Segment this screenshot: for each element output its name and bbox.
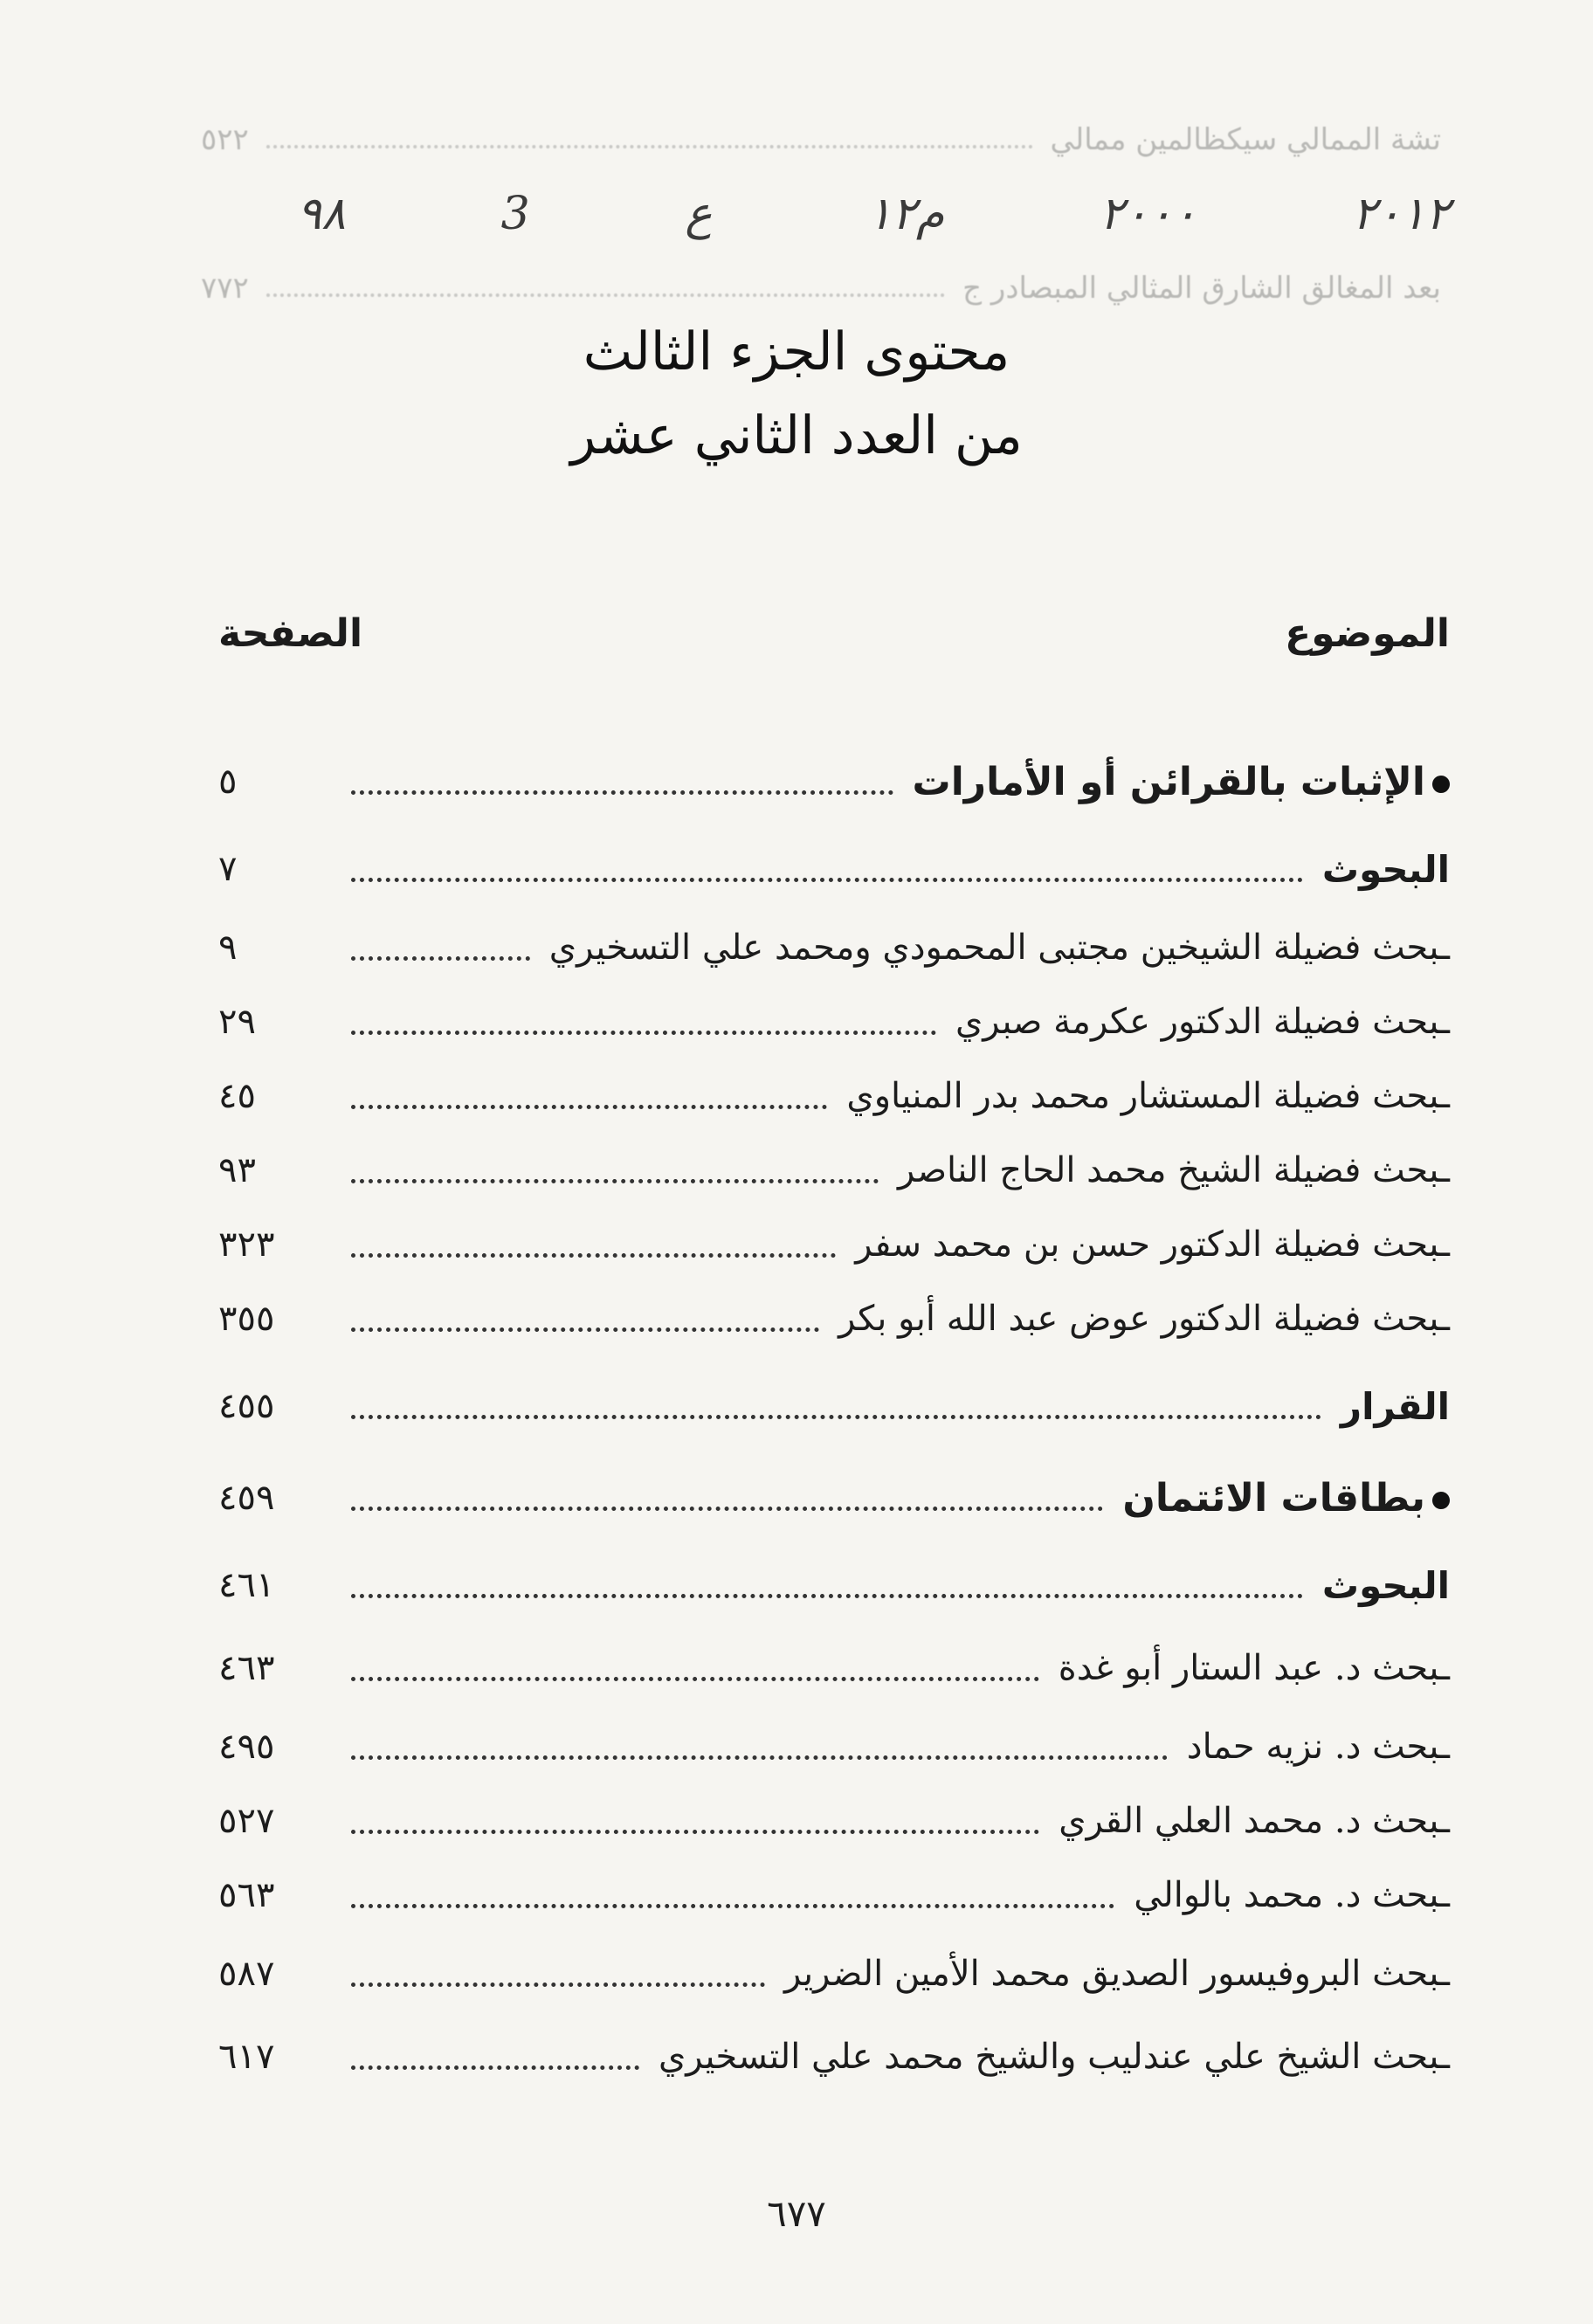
handwritten-item: ٩٨: [297, 188, 346, 240]
dot-leader: [351, 1415, 1321, 1419]
bleed-leader: [266, 122, 1033, 148]
bleed-line-2: [201, 271, 1441, 306]
toc-entry: [218, 1790, 1450, 1852]
bleed-page: ٧٧٢: [201, 271, 249, 306]
column-headers: [218, 611, 1450, 656]
dot-leader: [351, 1328, 819, 1332]
dot-leader: [351, 1507, 1103, 1511]
toc-page-number: ٩: [218, 928, 238, 968]
toc-label-text: البحوث: [1321, 1563, 1450, 1607]
handwritten-item: ٢٠١٢: [1352, 188, 1450, 240]
toc-subhead: [218, 1555, 1450, 1616]
handwritten-item: ع: [685, 188, 713, 240]
toc-label: [955, 1002, 1450, 1042]
toc-page-number: ٧: [218, 849, 238, 889]
toc-label-text: ـبحث د. محمد بالوالي: [1134, 1875, 1450, 1915]
toc-section: [218, 751, 1450, 812]
dot-leader: [351, 1830, 1039, 1834]
toc-label: [1059, 1648, 1450, 1688]
toc-entry: [218, 1638, 1450, 1699]
dot-leader: [351, 1031, 936, 1035]
toc-label: [784, 1954, 1450, 1994]
toc-page-number: ٣٢٣: [218, 1224, 275, 1265]
toc-label-text: الإثبات بالقرائن أو الأمارات: [912, 759, 1425, 804]
toc-entry: [218, 991, 1450, 1052]
handwritten-item: 3: [500, 188, 530, 240]
dot-leader: [351, 878, 1303, 882]
toc-label: [855, 1224, 1450, 1265]
toc-entry: [218, 1288, 1450, 1349]
toc-page-number: ٤٦٣: [218, 1648, 275, 1688]
toc-page-number: ٥٦٣: [218, 1875, 275, 1915]
handwritten-note: [297, 188, 1450, 240]
toc-page-number: ٤٥٥: [218, 1386, 275, 1426]
toc-page-number: ٥: [218, 762, 238, 802]
toc-label-text: ـبحث د. محمد العلي القري: [1059, 1801, 1450, 1841]
toc-label-text: ـبحث فضيلة الدكتور عوض عبد الله أبو بكر: [838, 1299, 1450, 1339]
toc-entry: [218, 1716, 1450, 1777]
bleed-text: بعد المغالق الشارق المثالي المبصادر ج: [962, 271, 1441, 306]
toc-entry: [218, 1214, 1450, 1275]
toc-label-text: ـبحث الشيخ علي عندليب والشيخ محمد علي التسخيري: [658, 2037, 1450, 2077]
bleed-leader: [266, 271, 945, 297]
handwritten-item: م١٢: [867, 188, 945, 240]
dot-leader: [351, 1755, 1168, 1760]
toc-label-text: ـبحث د. نزيه حماد: [1186, 1727, 1450, 1767]
toc-label-text: البحوث: [1321, 847, 1450, 891]
toc-page-number: ٤٥: [218, 1076, 256, 1116]
dot-leader: [351, 1105, 827, 1109]
toc-label-text: ـبحث فضيلة الشيخ محمد الحاج الناصر: [898, 1150, 1450, 1190]
toc-entry: [218, 1865, 1450, 1926]
toc-label: [1322, 848, 1450, 891]
toc-section: [218, 1467, 1450, 1528]
toc-label: [549, 928, 1450, 968]
toc-label: [1122, 1476, 1450, 1521]
bleed-text: تشة الممالي سيكظالمين ممالي: [1050, 122, 1441, 157]
toc-label-text: ـبحث د. عبد الستار أبو غدة: [1058, 1648, 1450, 1688]
bleed-line-1: [201, 122, 1441, 157]
toc-page-number: ٤٥٩: [218, 1478, 275, 1518]
dot-leader: [351, 1179, 879, 1183]
dot-leader: [351, 1594, 1303, 1598]
page-column-header: الصفحة: [218, 611, 363, 656]
toc-label-text: ـبحث فضيلة الدكتور حسن بن محمد سفر: [855, 1224, 1450, 1265]
toc-entry: [218, 1140, 1450, 1201]
title-line-2: من العدد الثاني عشر: [570, 405, 1023, 466]
toc-page-number: ٣٥٥: [218, 1299, 275, 1339]
title-line-1: محتوى الجزء الثالث: [583, 321, 1010, 383]
toc-label: [838, 1299, 1450, 1339]
toc-page-number: ٥٨٧: [218, 1954, 275, 1994]
toc-label: [913, 760, 1451, 804]
toc-subhead: [218, 838, 1450, 900]
toc-label: [1134, 1875, 1450, 1915]
dot-leader: [351, 956, 530, 961]
toc-entry: [218, 1065, 1450, 1127]
dot-leader: [351, 1253, 836, 1258]
toc-label: [1187, 1727, 1450, 1767]
toc-label: [898, 1150, 1450, 1190]
dot-leader: [351, 1904, 1114, 1908]
toc-page-number: ٥٢٧: [218, 1801, 275, 1841]
toc-page-number: ٤٩٥: [218, 1727, 275, 1767]
handwritten-item: ٢٠٠٠: [1099, 188, 1197, 240]
toc-entry: [218, 2026, 1450, 2087]
toc-label-text: ـبحث البروفيسور الصديق محمد الأمين الضرير: [783, 1954, 1450, 1994]
toc-entry: [218, 917, 1450, 978]
toc-label-text: ـبحث فضيلة الدكتور عكرمة صبري: [955, 1002, 1450, 1042]
dot-leader: [351, 790, 893, 795]
page-number: ٦٧٧: [767, 2192, 826, 2235]
page-title: [0, 310, 1593, 478]
bullet-icon: [1432, 1492, 1450, 1509]
toc-page-number: ٢٩: [218, 1002, 256, 1042]
bullet-icon: [1432, 776, 1450, 793]
toc-page-number: ٤٦١: [218, 1565, 275, 1605]
dot-leader: [351, 1677, 1039, 1681]
toc-label-text: ـبحث فضيلة المستشار محمد بدر المنياوي: [846, 1076, 1450, 1116]
toc-label-text: القرار: [1340, 1384, 1450, 1428]
toc-label: [1341, 1385, 1450, 1428]
toc-label: [1059, 1801, 1450, 1841]
toc-label-text: بطاقات الائتمان: [1122, 1475, 1425, 1521]
toc-label-text: ـبحث فضيلة الشيخين مجتبى المحمودي ومحمد علي التسخيري: [548, 928, 1450, 968]
toc-label: [659, 2037, 1450, 2077]
dot-leader: [351, 2065, 639, 2070]
toc-page-number: ٩٣: [218, 1150, 256, 1190]
toc-subhead: [218, 1376, 1450, 1437]
toc-label: [846, 1076, 1450, 1116]
toc-page-number: ٦١٧: [218, 2037, 275, 2077]
toc-label: [1322, 1564, 1450, 1607]
dot-leader: [351, 1983, 765, 1987]
bleed-page: ٥٢٢: [201, 122, 249, 157]
topic-column-header: الموضوع: [1285, 611, 1450, 656]
toc-entry: [218, 1943, 1450, 2004]
